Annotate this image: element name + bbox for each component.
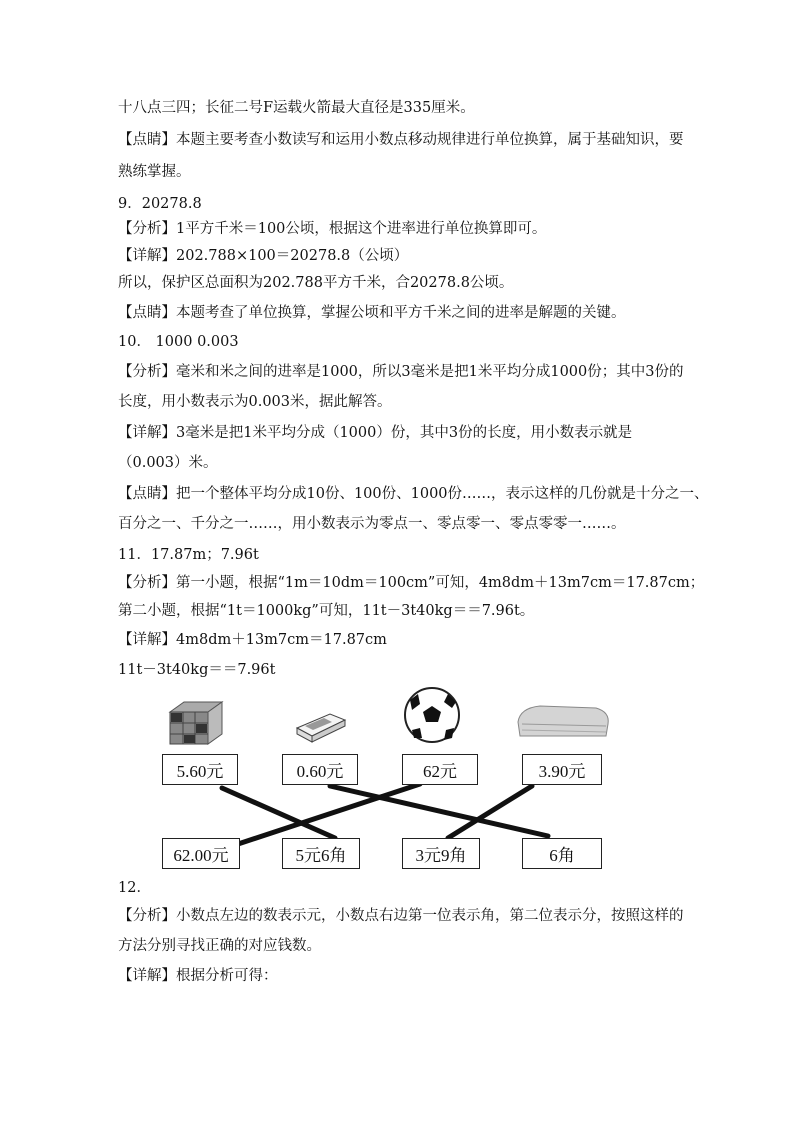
line-6: 【详解】202.788×100＝20278.8（公顷） xyxy=(118,248,409,264)
line-4: 9．20278.8 xyxy=(118,196,202,212)
eraser-icon xyxy=(297,714,345,742)
line-17: 【分析】第一小题，根据“1m＝10dm＝100cm”可知，4m8dm＋13m7cm＝17.87cm； xyxy=(118,575,705,591)
line-3: 熟练掌握。 xyxy=(118,164,191,180)
line-13: （0.003）米。 xyxy=(118,455,218,471)
line-24: 【详解】根据分析可得： xyxy=(118,968,278,984)
price-box-top-2: 0.60元 xyxy=(282,754,358,785)
line-14: 【点睛】把一个整体平均分成10份、100份、1000份……，表示这样的几份就是十分之一、 xyxy=(118,486,709,502)
price-box-bottom-2: 5元6角 xyxy=(282,838,360,869)
match-line-4 xyxy=(448,786,532,838)
price-box-top-4: 3.90元 xyxy=(522,754,602,785)
line-20: 11t－3t40kg＝＝7.96t xyxy=(118,662,276,678)
line-11: 长度，用小数表示为0.003米，据此解答。 xyxy=(118,394,392,410)
line-1: 十八点三四；长征二号F运载火箭最大直径是335厘米。 xyxy=(118,100,475,116)
soccer-ball-icon xyxy=(405,688,459,742)
price-box-top-3: 62元 xyxy=(402,754,478,785)
rubik-cube-icon xyxy=(170,702,222,744)
line-12: 【详解】3毫米是把1米平均分成（1000）份，其中3份的长度，用小数表示就是 xyxy=(118,425,633,441)
line-19: 【详解】4m8dm＋13m7cm＝17.87cm xyxy=(118,632,387,648)
match-line-3 xyxy=(330,786,548,836)
line-15: 百分之一、千分之一……，用小数表示为零点一、零点零一、零点零零一……。 xyxy=(118,516,626,532)
line-16: 11．17.87m；7.96t xyxy=(118,547,259,563)
match-line-2 xyxy=(232,784,420,846)
line-18: 第二小题，根据“1t＝1000kg”可知，11t－3t40kg＝＝7.96t。 xyxy=(118,603,535,619)
line-23: 方法分别寻找正确的对应钱数。 xyxy=(118,938,321,954)
price-box-bottom-4: 6角 xyxy=(522,838,602,869)
line-7: 所以，保护区总面积为202.788平方千米，合20278.8公顷。 xyxy=(118,275,514,291)
matching-lines xyxy=(222,784,548,846)
price-box-bottom-3: 3元9角 xyxy=(402,838,480,869)
price-box-bottom-1: 62.00元 xyxy=(162,838,240,869)
match-line-1 xyxy=(222,788,335,838)
line-21: 12． xyxy=(118,880,151,896)
line-22: 【分析】小数点左边的数表示元，小数点右边第一位表示角，第二位表示分，按照这样的 xyxy=(118,908,684,924)
price-box-top-1: 5.60元 xyxy=(162,754,238,785)
line-9: 10． 1000 0.003 xyxy=(118,334,239,350)
towel-icon xyxy=(518,706,608,736)
line-5: 【分析】1平方千米＝100公顷，根据这个进率进行单位换算即可。 xyxy=(118,221,547,237)
line-10: 【分析】毫米和米之间的进率是1000，所以3毫米是把1米平均分成1000份；其中3份的 xyxy=(118,364,684,380)
line-8: 【点睛】本题考查了单位换算，掌握公顷和平方千米之间的进率是解题的关键。 xyxy=(118,305,626,321)
line-2: 【点睛】本题主要考查小数读写和运用小数点移动规律进行单位换算，属于基础知识，要 xyxy=(118,132,684,148)
